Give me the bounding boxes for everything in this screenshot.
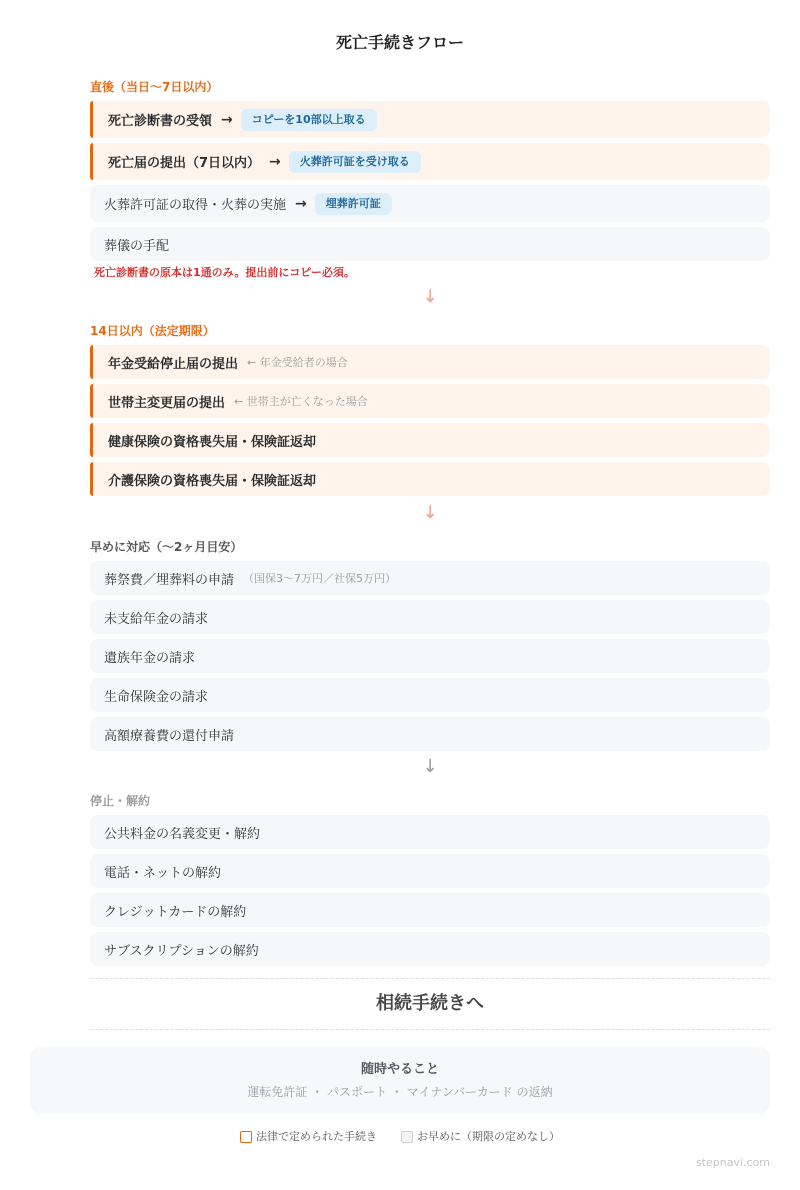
step-life-insurance-claim xyxy=(90,678,770,712)
section-heading-stop-cancel: 停止・解約 xyxy=(90,794,151,808)
page-title: 死亡手続きフロー xyxy=(335,33,464,52)
right-arrow-icon: → xyxy=(295,195,307,212)
legend-label-early: お早めに（期限の定めなし） xyxy=(417,1130,560,1143)
legend-entry-early xyxy=(401,1130,560,1144)
step-label: 葬祭費／埋葬料の申請 xyxy=(104,572,235,588)
section-heading-within-14-days: 14日以内（法定期限） xyxy=(90,324,215,338)
step-funeral-expense-claim xyxy=(90,561,770,595)
down-arrow-icon: ↓ xyxy=(422,286,438,307)
step-label: 高額療養費の還付申請 xyxy=(104,728,235,744)
step-health-insurance-loss xyxy=(90,423,770,457)
step-badge: 火葬許可証を受け取る xyxy=(289,151,421,173)
step-death-notice-submission xyxy=(90,143,770,180)
step-cremation xyxy=(90,185,770,222)
anytime-text: 運転免許証 ・ パスポート ・ マイナンバーカード の返納 xyxy=(247,1085,553,1099)
step-hint: （国保3〜7万円／社保5万円） xyxy=(243,572,397,585)
section-stop-cancel xyxy=(90,793,770,971)
legend xyxy=(0,1130,800,1144)
step-label: 未支給年金の請求 xyxy=(104,611,209,627)
step-hint: ← 世帯主が亡くなった場合 xyxy=(234,395,368,408)
step-survivor-pension-claim xyxy=(90,639,770,673)
legal-swatch-icon xyxy=(240,1131,252,1143)
warning-note: 死亡診断書の原本は1通のみ。提出前にコピー必須。 xyxy=(94,266,355,279)
step-label: 介護保険の資格喪失届・保険証返却 xyxy=(108,473,317,489)
step-label: 世帯主変更届の提出 xyxy=(108,395,226,411)
section-early-response xyxy=(90,539,770,756)
step-death-certificate-receipt xyxy=(90,101,770,138)
step-label: 火葬許可証の取得・火葬の実施 xyxy=(104,198,287,213)
divider xyxy=(90,1029,770,1030)
step-label: 年金受給停止届の提出 xyxy=(108,356,239,372)
step-subscription-cancel xyxy=(90,932,770,966)
section-immediate xyxy=(90,79,770,280)
section-heading-early-response: 早めに対応（〜2ヶ月目安） xyxy=(90,540,243,554)
step-unpaid-pension-claim xyxy=(90,600,770,634)
step-label: サブスクリプションの解約 xyxy=(104,943,259,959)
step-label: 遺族年金の請求 xyxy=(104,650,196,666)
down-arrow-icon: ↓ xyxy=(422,502,438,523)
step-care-insurance-loss xyxy=(90,462,770,496)
divider xyxy=(90,978,770,979)
site-credit: stepnavi.com xyxy=(695,1156,770,1169)
step-pension-stop-notice xyxy=(90,345,770,379)
step-label: 生命保険金の請求 xyxy=(104,689,209,705)
step-label: 電話・ネットの解約 xyxy=(104,865,222,881)
step-label: 死亡届の提出（7日以内） xyxy=(108,156,261,171)
section-heading-immediate: 直後（当日〜7日以内） xyxy=(90,80,219,94)
step-label: クレジットカードの解約 xyxy=(104,904,247,920)
step-badge: コピーを10部以上取る xyxy=(241,109,377,131)
down-arrow-icon: ↓ xyxy=(422,756,438,777)
section-within-14-days xyxy=(90,323,770,501)
legend-entry-legal xyxy=(240,1130,377,1144)
anytime-title: 随時やること xyxy=(360,1062,439,1077)
next-step-heading: 相続手続きへ xyxy=(376,993,484,1014)
step-utilities-change xyxy=(90,815,770,849)
right-arrow-icon: → xyxy=(221,111,233,128)
step-label: 公共料金の名義変更・解約 xyxy=(104,826,261,842)
step-badge: 埋葬許可証 xyxy=(315,193,392,215)
step-label: 葬儀の手配 xyxy=(104,238,170,254)
step-credit-card-cancel xyxy=(90,893,770,927)
step-phone-internet-cancel xyxy=(90,854,770,888)
step-funeral-arrangement xyxy=(90,227,770,261)
step-label: 死亡診断書の受領 xyxy=(108,114,213,129)
step-hint: ← 年金受給者の場合 xyxy=(247,356,348,369)
legend-label-legal: 法律で定められた手続き xyxy=(256,1130,377,1143)
early-swatch-icon xyxy=(401,1131,413,1143)
step-householder-change xyxy=(90,384,770,418)
anytime-box xyxy=(30,1047,770,1113)
right-arrow-icon: → xyxy=(269,153,281,170)
step-high-medical-cost-refund xyxy=(90,717,770,751)
step-label: 健康保険の資格喪失届・保険証返却 xyxy=(108,434,317,450)
